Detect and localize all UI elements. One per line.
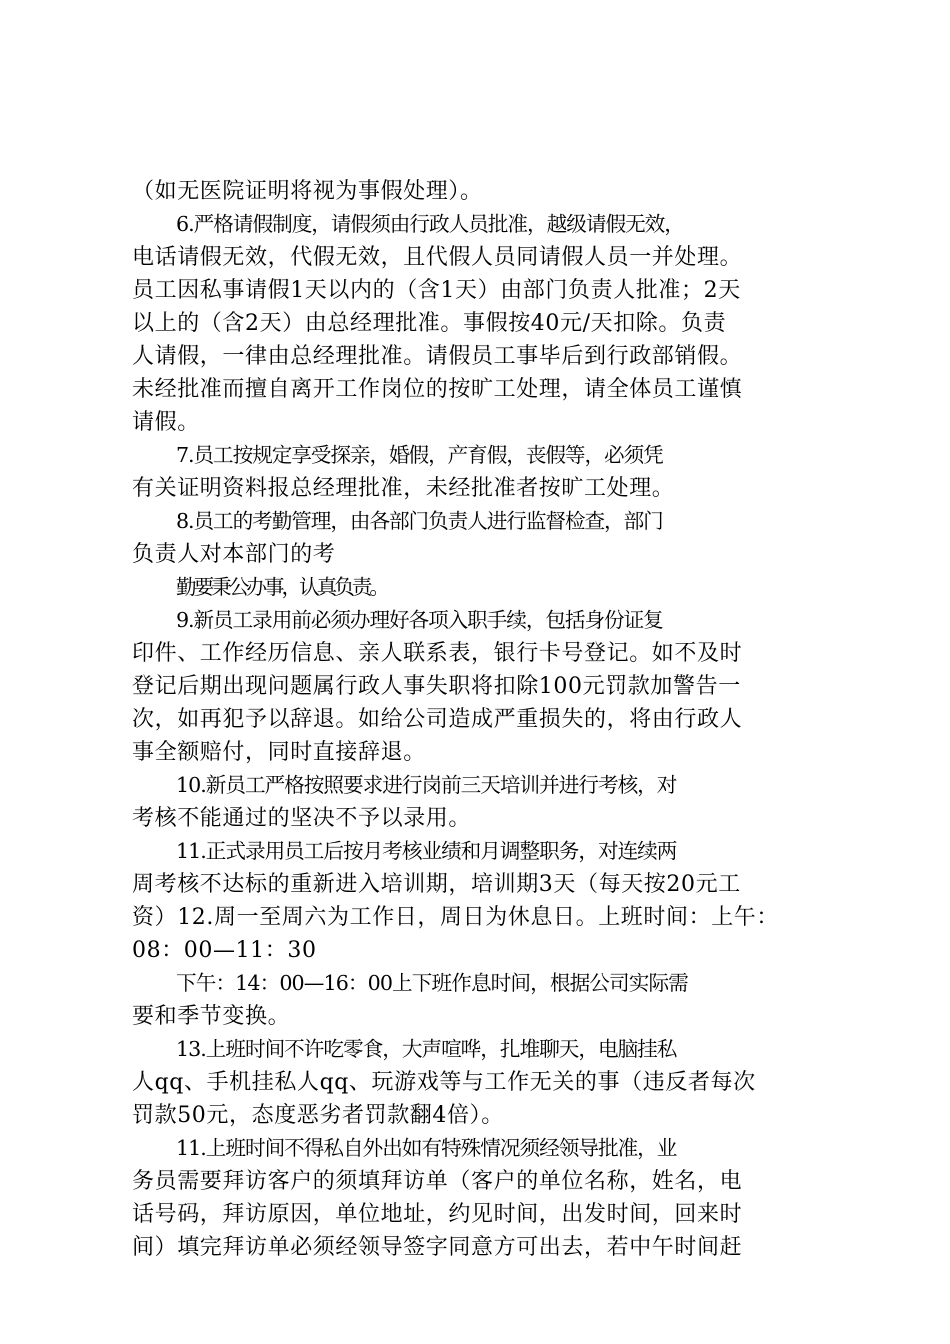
- text-line: 请假。: [132, 410, 200, 435]
- text-line: 间）填完拜访单必须经领导签字同意方可出去，若中午时间赶: [132, 1235, 743, 1260]
- text-line: 次，如再犯予以辞退。如给公司造成严重损失的，将由行政人: [132, 707, 743, 732]
- text-line: 下午：14：00—16：00上下班作息时间，根据公司实际需: [176, 971, 688, 995]
- text-line: 登记后期出现问题属行政人事失职将扣除100元罚款加警告一: [132, 674, 741, 699]
- text-line: 人请假，一律由总经理批准。请假员工事毕后到行政部销假。: [132, 344, 743, 369]
- text-line: 资）12.周一至周六为工作日，周日为休息日。上班时间：上午：: [132, 905, 779, 930]
- text-line: 6.严格请假制度，请假须由行政人员批准，越级请假无效，: [176, 212, 684, 236]
- text-line: 勤要秉公办事，认真负责。: [176, 575, 387, 599]
- text-line: 13.上班时间不许吃零食，大声喧哗，扎堆聊天，电脑挂私: [176, 1037, 677, 1061]
- text-line: 9.新员工录用前必须办理好各项入职手续，包括身份证复: [176, 608, 663, 632]
- text-line: 未经批准而擅自离开工作岗位的按旷工处理，请全体员工谨慎: [132, 377, 743, 402]
- text-line: 08：00—11：30: [132, 938, 317, 963]
- text-line: 事全额赔付，同时直接辞退。: [132, 740, 426, 765]
- text-line: 负责人对本部门的考: [132, 542, 336, 567]
- text-line: 11.正式录用员工后按月考核业绩和月调整职务，对连续两: [176, 839, 677, 863]
- text-line: 有关证明资料报总经理批准，未经批准者按旷工处理。: [132, 476, 675, 501]
- text-line: 罚款50元，态度恶劣者罚款翻4倍）。: [132, 1103, 504, 1128]
- text-line: 周考核不达标的重新进入培训期，培训期3天（每天按20元工: [132, 872, 741, 897]
- text-line: 要和季节变换。: [132, 1004, 291, 1029]
- text-line: 11.上班时间不得私自外出如有特殊情况须经领导批准，业: [176, 1136, 677, 1160]
- text-line: 7.员工按规定享受探亲，婚假，产育假，丧假等，必须凭: [176, 443, 663, 467]
- text-line: （如无医院证明将视为事假处理）。: [132, 179, 483, 204]
- text-line: 8.员工的考勤管理，由各部门负责人进行监督检查，部门: [176, 509, 663, 533]
- text-line: 员工因私事请假1天以内的（含1天）由部门负责人批准；2天: [132, 278, 741, 303]
- text-line: 电话请假无效，代假无效，且代假人员同请假人员一并处理。: [132, 245, 743, 270]
- text-line: 考核不能通过的坚决不予以录用。: [132, 806, 472, 831]
- text-line: 人qq、手机挂私人qq、玩游戏等与工作无关的事（违反者每次: [132, 1070, 756, 1095]
- text-line: 务员需要拜访客户的须填拜访单（客户的单位名称，姓名，电: [132, 1169, 743, 1194]
- text-line: 印件、工作经历信息、亲人联系表，银行卡号登记。如不及时: [132, 641, 743, 666]
- text-line: 以上的（含2天）由总经理批准。事假按40元/天扣除。负责: [132, 311, 727, 336]
- text-line: 10.新员工严格按照要求进行岗前三天培训并进行考核，对: [176, 773, 677, 797]
- text-line: 话号码，拜访原因，单位地址，约见时间，出发时间，回来时: [132, 1202, 743, 1227]
